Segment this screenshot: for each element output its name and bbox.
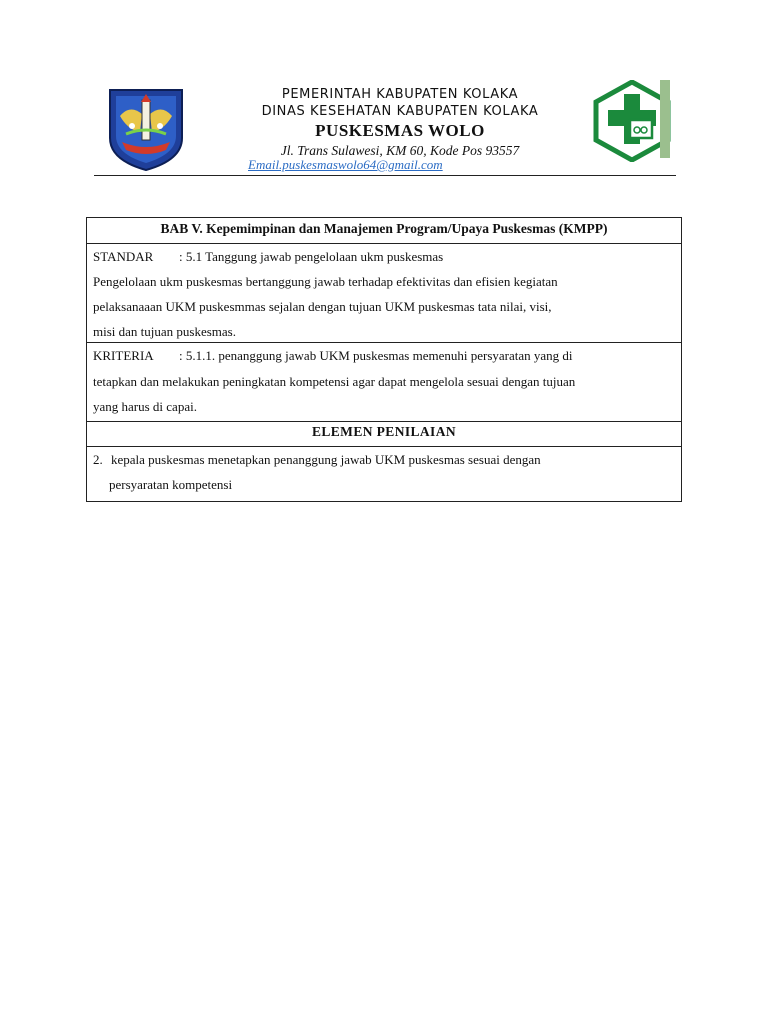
regency-emblem-logo bbox=[106, 86, 186, 172]
assessment-table bbox=[86, 217, 682, 502]
standar-label: STANDAR bbox=[93, 249, 154, 264]
elemen-item-text: kepala puskesmas menetapkan penanggung jawab UKM puskesmas sesuai dengan bbox=[111, 452, 541, 467]
department-name: DINAS KESEHATAN KABUPATEN KOLAKA bbox=[261, 104, 539, 119]
elemen-item-continuation: persyaratan kompetensi bbox=[109, 477, 233, 492]
elemen-heading: ELEMEN PENILAIAN bbox=[87, 422, 681, 447]
kriteria-section bbox=[87, 343, 681, 422]
kriteria-value: : 5.1.1. penanggung jawab UKM puskesmas memenuhi persyaratan yang di bbox=[179, 348, 573, 363]
standar-body-line: Pengelolaan ukm puskesmas bertanggung jawab terhadap efektivitas dan efisien kegiatan bbox=[93, 274, 558, 289]
kriteria-body-line: yang harus di capai. bbox=[93, 399, 197, 414]
standar-line bbox=[93, 244, 675, 269]
standar-body-line: pelaksanaaan UKM puskesmmas sejalan dengan tujuan UKM puskesmas tata nilai, visi, bbox=[93, 299, 552, 314]
email-link[interactable]: Email.puskesmaswolo64@gmail.com bbox=[248, 157, 443, 172]
address: Jl. Trans Sulawesi, KM 60, Kode Pos 93557 bbox=[280, 143, 520, 158]
elemen-item-line bbox=[93, 447, 675, 472]
standar-section bbox=[87, 244, 681, 343]
elemen-item-number: 2. bbox=[93, 452, 103, 467]
letterhead-text bbox=[200, 86, 600, 160]
kriteria-label: KRITERIA bbox=[93, 348, 154, 363]
kriteria-body-line: tetapkan dan melakukan peningkatan kompetensi agar dapat mengelola sesuai dengan tujuan bbox=[93, 373, 576, 389]
decorative-green-bar bbox=[660, 80, 670, 158]
puskesmas-name: PUSKESMAS WOLO bbox=[315, 121, 485, 140]
standar-value: : 5.1 Tanggung jawab pengelolaan ukm puskesmas bbox=[179, 249, 444, 264]
government-name: PEMERINTAH KABUPATEN KOLAKA bbox=[281, 87, 519, 102]
chapter-title: BAB V. Kepemimpinan dan Manajemen Program/Upaya Puskesmas (KMPP) bbox=[87, 218, 681, 244]
letterhead-divider bbox=[94, 175, 676, 176]
letterhead bbox=[0, 0, 768, 180]
elemen-item bbox=[87, 447, 681, 501]
standar-body-line: misi dan tujuan puskesmas. bbox=[93, 324, 236, 339]
kriteria-line bbox=[93, 343, 675, 369]
